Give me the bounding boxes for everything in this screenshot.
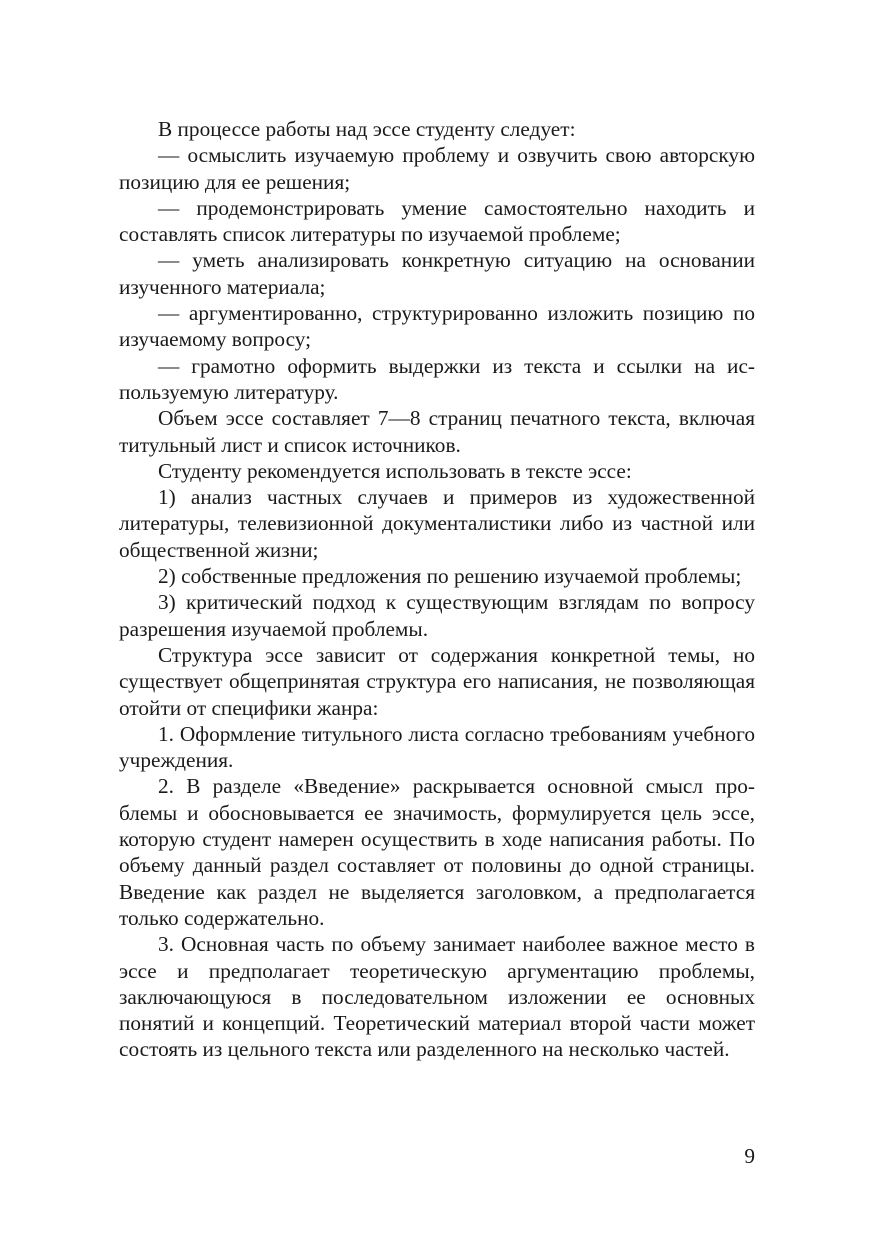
list-item: — грамотно оформить выдержки из текста и ссылки на используемую литературу. <box>119 353 755 404</box>
list-item: 1. Оформление титульного листа согласно требованиям учебного учреждения. <box>119 721 755 773</box>
list-item: — продемонстрировать умение самостоятельно находить и составлять список литературы по изучаемой проблеме; <box>119 195 755 247</box>
list-item: 3) критический подход к существующим взглядам по вопросу разрешения изучаемой проблемы. <box>119 590 755 641</box>
list-item: 3. Основная часть по объему занимает наиболее важное место в эссе и предполагает теоретическую аргументацию проблемы, заключающуюся в последовательном изложении ее основных понятий и концепций. Теоретический материал второй части может состоять из цельного текста или разделенного на несколько частей. <box>119 932 755 1062</box>
paragraph: Структура эссе зависит от содержания конкретной темы, но существует общепринятая структура его написания, не позволяющая отойти от специфики жанра: <box>119 642 755 720</box>
list-item: 2. В разделе «Введение» раскрывается основной смысл проблемы и обосновывается ее значимость, формулируется цель эссе, которую студент намерен осуществить в ходе написания работы. По объему данный раздел составляет от половины до одной страницы. Введение как раздел не выделяется заголовком, а предполагается только содержательно. <box>119 774 755 930</box>
list-item: 1) анализ частных случаев и примеров из художественной литературы, телевизионной документалистики либо из частной или общественной жизни; <box>119 485 755 562</box>
paragraph: Объем эссе составляет 7—8 страниц печатного текста, включая титульный лист и список источников. <box>119 406 755 457</box>
list-item: — осмыслить изучаемую проблему и озвучить свою авторскую позицию для ее решения; <box>119 143 755 194</box>
paragraph: Студенту рекомендуется использовать в тексте эссе: <box>158 458 632 483</box>
page-body <box>119 116 755 1063</box>
paragraph: В процессе работы над эссе студенту следует: <box>158 117 576 141</box>
page-number: 9 <box>744 1144 755 1168</box>
list-item: — уметь анализировать конкретную ситуацию на основании изученного материала; <box>119 248 755 299</box>
list-item: — аргументированно, структурированно изложить позицию по изучаемому вопросу; <box>119 301 755 352</box>
list-item: 2) собственные предложения по решению изучаемой проблемы; <box>158 564 742 589</box>
